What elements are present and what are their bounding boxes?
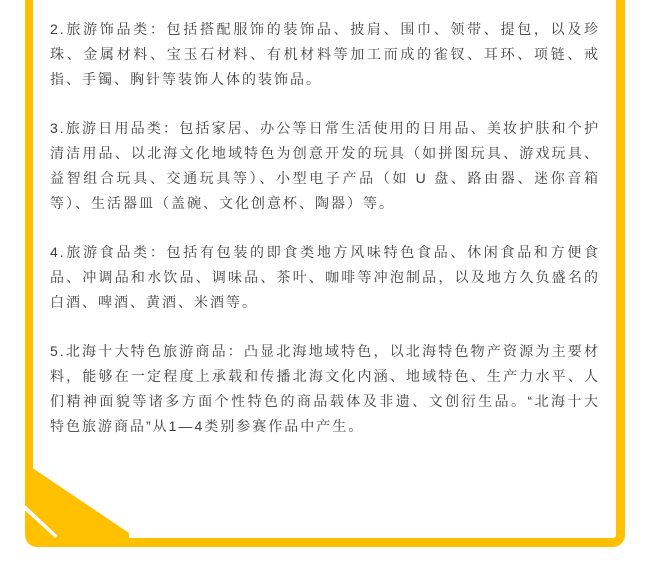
corner-ribbon-icon: [0, 440, 170, 566]
paragraph-top-ten-products: 5.北海十大特色旅游商品：凸显北海地域特色，以北海特色物产资源为主要材料，能够在一定程度上承载和传播北海文化内涵、地域特色、生产力水平、人们精神面貌等诸多方面个性特色的商品载体及非遗、文创衍生品。“北海十大特色旅游商品”从1—4类别参赛作品中产生。: [50, 343, 600, 434]
paragraph-tourism-food: 4.旅游食品类：包括有包装的即食类地方风味特色食品、休闲食品和方便食品、冲调品和水饮品、调味品、茶叶、咖啡等冲泡制品，以及地方久负盛名的白酒、啤酒、黄酒、米酒等。: [50, 244, 600, 310]
article-body: [33, 0, 616, 463]
paragraph-daily-goods: 3.旅游日用品类：包括家居、办公等日常生活使用的日用品、美妆护肤和个护清洁用品、以北海文化地域特色为创意开发的玩具（如拼图玩具、游戏玩具、益智组合玩具、交通玩具等）、小型电子产品（如 U 盘、路由器、迷你音箱等）、生活器皿（盖碗、文化创意杯、陶器）等。: [50, 120, 600, 211]
paragraph-souvenir-accessories: 2.旅游饰品类：包括搭配服饰的装饰品、披肩、围巾、领带、提包，以及珍珠、金属材料、宝玉石材料、有机材料等加工而成的雀钗、耳环、项链、戒指、手镯、胸针等装饰人体的装饰品。: [50, 21, 600, 87]
